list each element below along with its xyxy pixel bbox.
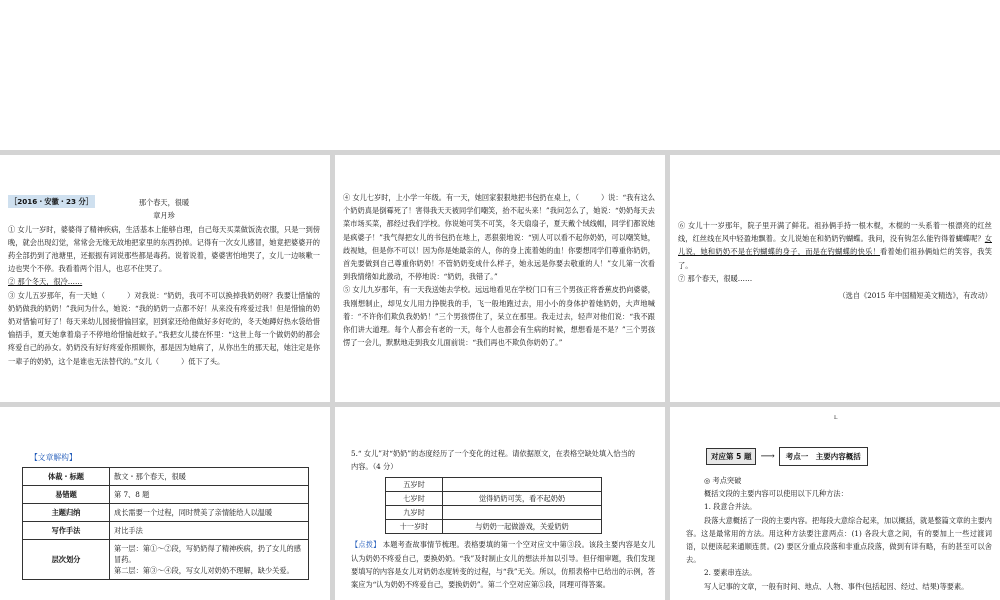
paragraph-4: ④ 女儿七岁时，上小学一年级。有一天，她回家狠狠地把书包扔在桌上，（ ）说：“我有这么个奶奶真是倒霉死了！害得我天天被同学们嘲笑，抬不起头来！”我问怎么了，她说：“奶奶每天去菜市场买菜，都经过我们学校。你说她可笑不可笑，冬天扇扇子，夏天戴个绒线帽，同学们都说她是疯婆子！”我气得把女儿的书包扔在地上，恶狠狠地说：“别人可以看不起你奶奶，可以嘲笑她，歧视她，但是你不可以！因为你是她最亲的人，你的身上流着她的血！你要想同学们尊重你奶奶，首先要做到自己尊重你奶奶！不管奶奶变成什么样子，她永远是你要去敬重的人！”女儿第一次看到我情绪如此激动，不停地说：“奶奶，我错了。”	[343, 193, 655, 282]
article-title: 那个春天，很暖	[138, 198, 190, 208]
paragraph-1: ① 女儿一岁时，婆婆得了精神疾病，生活基本上能够自理，自己每天买菜做饭洗衣服，只是一到傍晚，就会出现幻觉，常常会无缘无故地把家里的东西扔掉。记得有一次女儿感冒，她竟把婆婆开的药全部扔到了池塘里，还振振有词说那些都是毒药。说着说着，婆婆害怕地哭了，女儿一边咳嗽一边也哭个不停。我看着两个泪人，也忍不住哭了。	[8, 224, 320, 274]
paragraph-3: ③ 女儿五岁那年，有一天她（ ）对我说：“奶奶，我可不可以换掉我奶奶呀？我要让惜愉的奶奶做我的奶奶！”我问为什么，她说：“我的奶奶一点都不好！从来没有疼爱过我！但是惜愉的奶奶对惜愉可好了！每天来幼儿园接惜愉回家，回到家还给他做好多好吃的，冬天她蹲好热水袋给惜愉捂手，夏天她拿着扇子不停地给惜愉赶蚊子。”我把女儿搂在怀里：“这世上每一个做奶奶的都会疼爱自己的孙女。奶奶没有好好疼爱你照顾你，那是因为她病了，从你出生的那天起，她注定是你一辈子的奶奶，这个是谁也无法替代的。”女儿（ ）低下了头。	[8, 290, 320, 366]
top-blank-area	[0, 0, 1000, 150]
method-2-body: 写人记事的文章，一般有时间、地点、人物、事件(包括起因、经过、结果)等要素。	[704, 581, 969, 591]
section-heading: ◎ 考点突破	[704, 476, 742, 485]
table-row: 易错题 第 7、8 题	[23, 486, 309, 504]
question-5: 5.“ 女儿”对“奶奶”的态度经历了一个变化的过程。请依据原文，在表格空缺处填入恰当的内容。（4 分）	[351, 449, 635, 472]
source-citation: （选自《2015 年中国精短美文精选》，有改动）	[838, 291, 992, 301]
analysis-table	[22, 467, 309, 580]
table-row: 九岁时	[386, 506, 602, 520]
hint-paragraph: 【点拨】 本题考查故事情节梳理。表格要填的第一个空对应文中第③段。该段主要内容是女儿认为奶奶不疼爱自己，要换奶奶。“我”及时制止女儿的想法并加以引导。但仔细审题，我们发现要填写的内容是女儿对奶奶态度转变的过程，与“我”无关。所以，仿照表格中已给出的示例，答案应为“认为奶奶不疼爱自己，要换奶奶”。第二个空对应第⑤段，同理可得答案。	[351, 540, 655, 590]
topic-header	[706, 447, 992, 466]
page-panel-reading-3	[670, 155, 1000, 402]
paragraph-7: ⑦ 那个春天，很暖……	[678, 273, 753, 283]
page-panel-reading-1	[0, 155, 330, 402]
question-ref-box: 对应第 5 题	[706, 448, 756, 465]
topic-box: 考点一 主要内容概括	[779, 447, 868, 466]
method-1-body: 段落大意概括了一段的主要内容。把每段大意综合起来，加以概括，就是整篇文章的主要内容。这是最常用的方法。用这种方法要注意两点：(1) 各段大意之间，有的要加上一些过渡词语，以便读起来通顺连贯。(2) 要区分重点段落和非重点段落，做到有详有略，有的甚至可以舍去。	[686, 515, 992, 565]
method-2-title: 2. 要素串连法。	[704, 568, 757, 578]
paragraph-5: ⑤ 女儿九岁那年，有一天我送她去学校。远远地看见在学校门口有三个男孩正将香蕉皮扔向婆婆，我刚想制止，却见女儿用力挣脱我的手，飞一般地跑过去，用小小的身体护着她奶奶，大声地喊着：“不许你们欺负我奶奶！”三个男孩愣住了，呆立在那里。我走过去，轻声对他们说：“我不跟你们讲大道理。每个人都会有老的一天，每个人也都会有生病的时候，想想看是不是？”三个男孩愣了一会儿，默默地走到我女儿面前说：“我们再也不欺负你奶奶了。”	[343, 285, 655, 348]
table-row: 七岁时 觉得奶奶可笑，看不起奶奶	[386, 492, 602, 506]
method-intro: 概括文段的主要内容可以使用以下几种方法：	[704, 489, 848, 499]
page-mark: L	[834, 415, 838, 421]
table-row: 十一岁时 与奶奶一起做游戏，关爱奶奶	[386, 520, 602, 534]
table-row: 体裁・标题 散文・那个春天，很暖	[23, 468, 309, 486]
page-panel-question-5	[335, 407, 665, 600]
analysis-heading: 【文章解构】	[30, 453, 77, 462]
page-panel-knowledge-point	[670, 407, 1000, 600]
table-row: 写作手法 对比手法	[23, 522, 309, 540]
table-row: 五岁时	[386, 478, 602, 492]
page-panel-analysis	[0, 407, 330, 600]
page-panel-reading-2	[335, 155, 665, 402]
paragraph-2: ② 那个冬天，很冷……	[8, 277, 83, 287]
article-author: 章月珍	[153, 211, 175, 221]
method-1-title: 1. 段意合并法。	[704, 502, 757, 512]
table-row: 主题归纳 成长需要一个过程，同时赞美了亲情能给人以温暖	[23, 504, 309, 522]
source-note: ［2016・安徽・23 分］	[8, 195, 320, 208]
answer-table	[385, 477, 602, 534]
table-row: 层次划分 第一层：第①～②段，写奶奶得了精神疾病，扔了女儿的感冒药。 第二层：第③～④段，写女儿对奶奶不理解，缺少关爱。	[23, 540, 309, 580]
arrow-right-icon: ⟶	[760, 451, 775, 462]
paragraph-6: ⑥ 女儿十一岁那年，院子里开满了鲜花。祖孙俩手持一根木棍，木棍的一头系着一根漂亮的红丝线，红丝线在风中轻盈地飘着。女儿说她在和奶奶钓蝴蝶。我问，没有钩怎么能钓得着蝴蝶呢？女儿说，她和奶奶不是在钓蝴蝶的身子，而是在钓蝴蝶的快乐！看着她们祖孙俩灿烂的笑容，我笑了。	[678, 221, 992, 270]
